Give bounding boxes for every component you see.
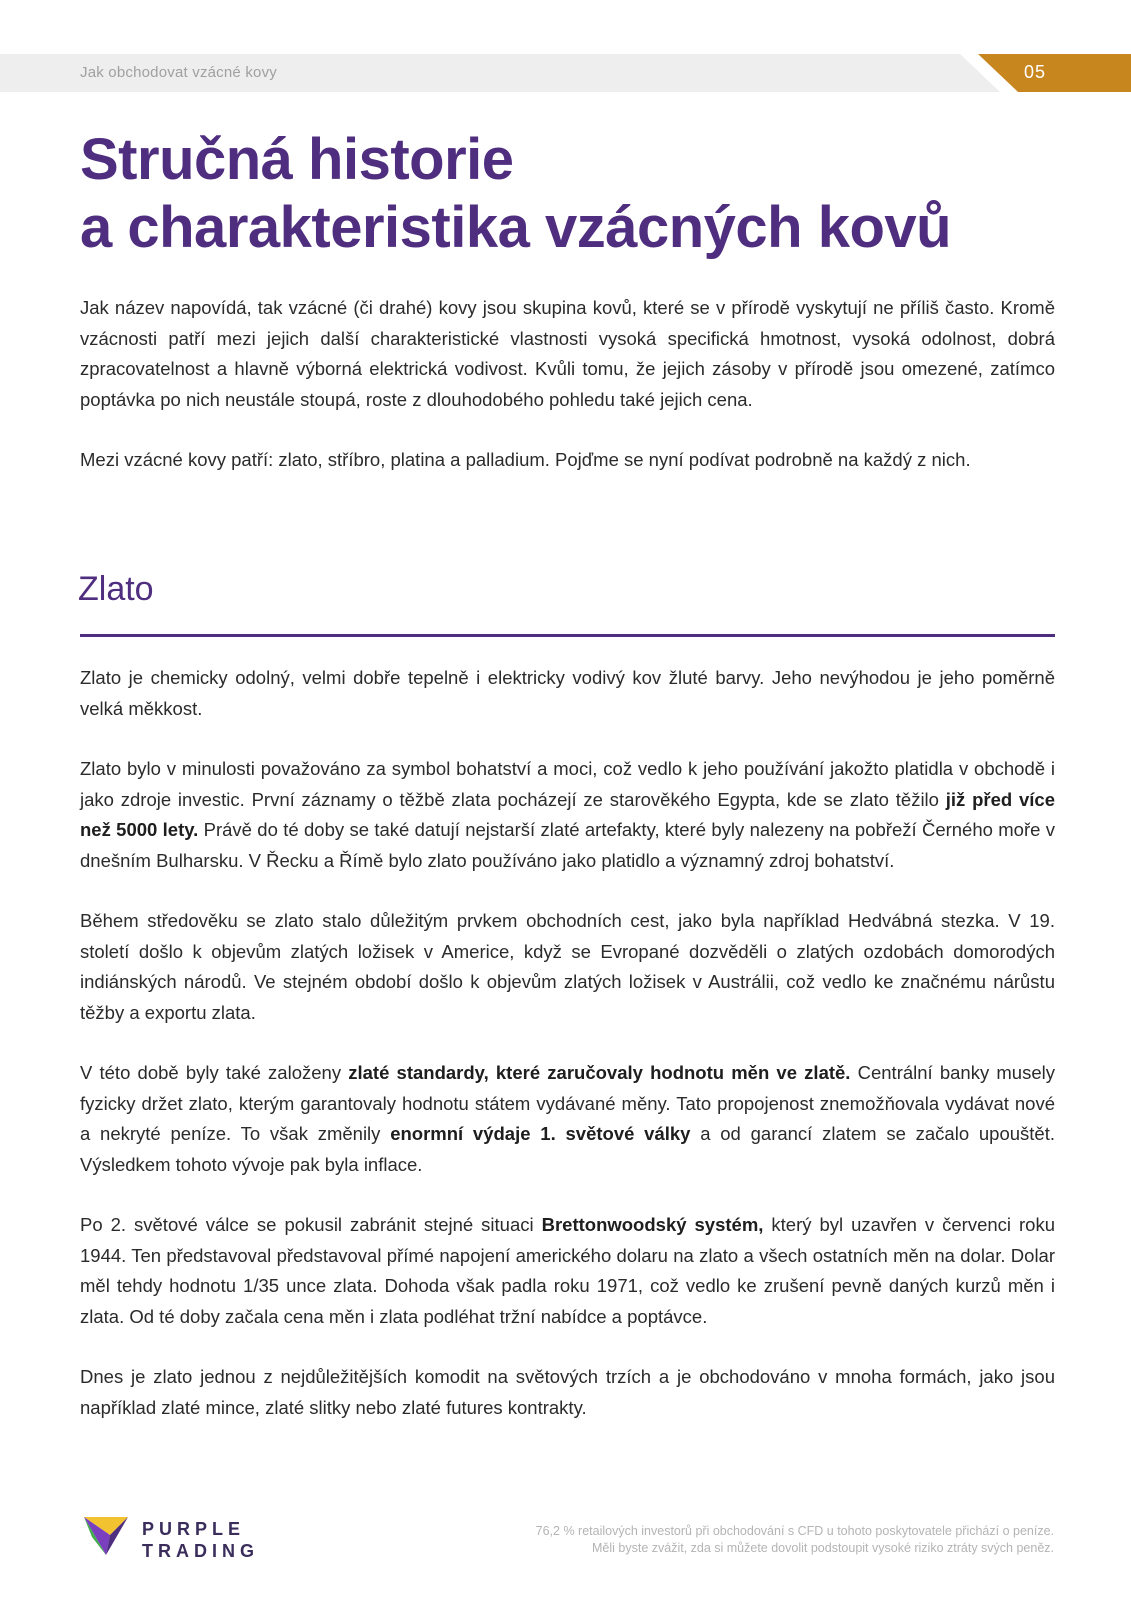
gold-section — [80, 663, 1055, 1453]
company-logo — [82, 1515, 302, 1565]
section-divider — [80, 634, 1055, 637]
text-run: který byl uzavřen v červenci roku 1944. Ten představoval představoval přímé napojení amerického dolaru na zlato a všech ostatních měn na dolar. Dolar měl tehdy hodnotu 1/35 unce zlata. Dohoda však padla roku 1971, což vedlo ke zrušení pevně daných kurzů měn i zlata. Od té doby začala cena měn i zlata podléhat tržní nabídce a poptávce. — [80, 1214, 1055, 1327]
purple-trading-logo-icon — [82, 1515, 132, 1559]
gold-paragraph-2 — [80, 754, 1055, 876]
text-run: V této době byly také založeny — [80, 1062, 349, 1083]
intro-section — [80, 293, 1055, 506]
page-title-line-2: a charakteristika vzácných kovů — [80, 195, 952, 260]
bold-text: zlaté standardy, které zaručovaly hodnotu měn ve zlatě. — [348, 1062, 851, 1083]
gold-paragraph-1: Zlato je chemicky odolný, velmi dobře tepelně i elektricky vodivý kov žluté barvy. Jeho nevýhodou je jeho poměrně velká měkkost. — [80, 667, 1055, 719]
risk-disclaimer — [414, 1523, 1054, 1557]
bold-text: Brettonwoodský systém, — [541, 1214, 764, 1235]
logo-wordmark — [142, 1518, 259, 1562]
page-number-tab — [978, 54, 1131, 92]
section-heading: Zlato — [78, 570, 154, 608]
intro-paragraph: Jak název napovídá, tak vzácné (či drahé) kovy jsou skupina kovů, které se v přírodě vyskytují ne příliš často. Kromě vzácnosti patří mezi jejich další charakteristické vlastnosti vysoká specifická hmotnost, vysoká odolnost, dobrá zpracovatelnost a hlavně výborná elektrická vodivost. Kvůli tomu, že jejich zásoby v přírodě jsou omezené, zatímco poptávka po nich neustále stoupá, roste z dlouhodobého pohledu také jejich cena. — [80, 297, 1055, 410]
disclaimer-line-2: Měli byste zvážit, zda si můžete dovolit podstoupit vysoké riziko ztráty svých peněz. — [592, 1541, 1054, 1555]
logo-word-2: TRADING — [142, 1541, 259, 1561]
gold-paragraph-3: Během středověku se zlato stalo důležitým prvkem obchodních cest, jako byla například Hedvábná stezka. V 19. století došlo k objevům zlatých ložisek v Americe, když se Evropané dozvěděli o zlatých ozdobách domorodých indiánských národů. Ve stejném období došlo k objevům zlatých ložisek v Austrálii, což vedlo ke značnému nárůstu těžby a exportu zlata. — [80, 910, 1055, 1023]
text-run: Právě do té doby se také datují nejstarší zlaté artefakty, které byly nalezeny na pobřeží Černého moře v dnešním Bulharsku. V Řecku a Římě bylo zlato používáno jako platidlo a významný zdroj bohatství. — [80, 819, 1055, 871]
page-number: 05 — [1024, 62, 1047, 82]
bold-text: enormní výdaje 1. světové války — [390, 1123, 691, 1144]
document-title: Jak obchodovat vzácné kovy — [80, 64, 277, 81]
page-title — [80, 126, 1080, 262]
metals-list-paragraph: Mezi vzácné kovy patří: zlato, stříbro, platina a palladium. Pojďme se nyní podívat podrobně na každý z nich. — [80, 449, 971, 470]
text-run: Zlato bylo v minulosti považováno za symbol bohatství a moci, což vedlo k jeho používání jakožto platidla v obchodě i jako zdroje investic. První záznamy o těžbě zlata pocházejí ze starověkého Egypta, kde se zlato těžilo — [80, 758, 1055, 810]
text-run: a od garancí zlatem se začalo upouštět. Výsledkem tohoto vývoje pak byla inflace. — [80, 1123, 1055, 1175]
text-run: Po 2. světové válce se pokusil zabránit stejné situaci — [80, 1214, 542, 1235]
logo-word-1: PURPLE — [142, 1519, 246, 1539]
disclaimer-line-1: 76,2 % retailových investorů při obchodování s CFD u tohoto poskytovatele přichází o peníze. — [535, 1524, 1054, 1538]
gold-paragraph-6: Dnes je zlato jednou z nejdůležitějších komodit na světových trzích a je obchodováno v mnoha formách, jako jsou například zlaté mince, zlaté slitky nebo zlaté futures kontrakty. — [80, 1366, 1055, 1418]
gold-paragraph-5 — [80, 1210, 1055, 1332]
text-run: Centrální banky musely fyzicky držet zlato, kterým garantovaly hodnotu státem vydávané měny. Tato propojenost znemožňovala vydávat nové a nekryté peníze. To však změnily — [80, 1062, 1055, 1144]
page-title-line-1: Stručná historie — [80, 127, 514, 192]
gold-paragraph-4 — [80, 1058, 1055, 1180]
bold-text: již před více než 5000 lety. — [80, 788, 1056, 840]
